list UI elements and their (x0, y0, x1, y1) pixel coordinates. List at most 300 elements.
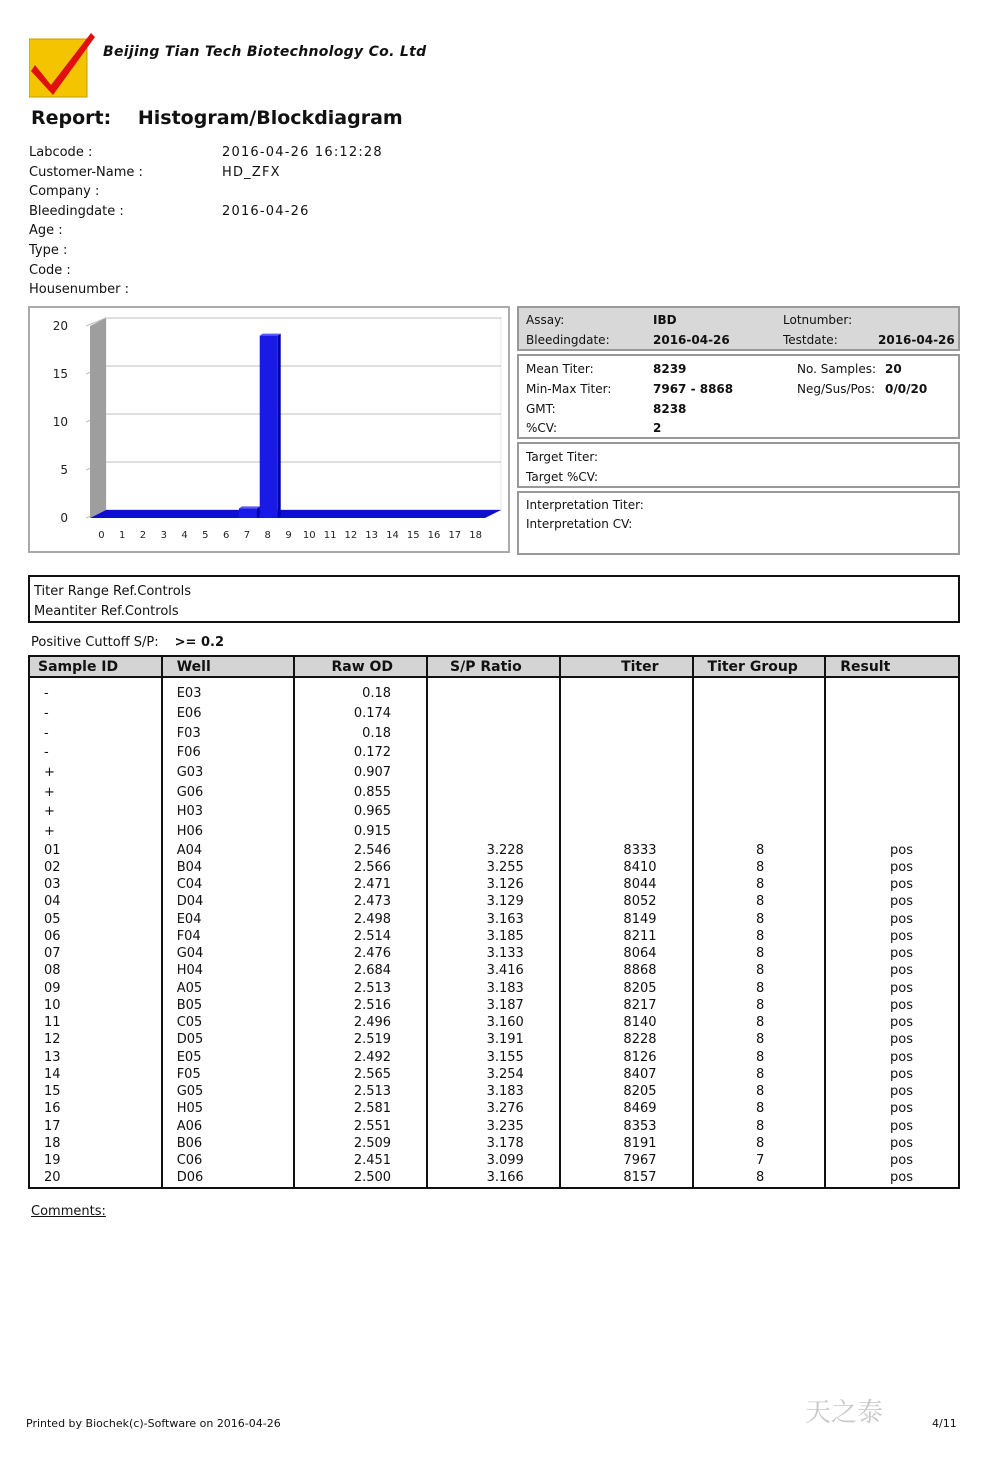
lotnumber-label: Lotnumber: (783, 313, 853, 327)
table-cell: 0.965 (294, 802, 427, 822)
table-cell (560, 704, 693, 724)
page-number: 4/11 (932, 1417, 957, 1430)
y-tick-label: 20 (52, 319, 68, 333)
table-cell: 3.160 (427, 1014, 560, 1031)
info-label: Labcode : (29, 145, 93, 160)
watermark: 天之泰 (805, 1398, 884, 1428)
table-cell: F06 (162, 743, 295, 763)
table-cell: 8217 (560, 997, 693, 1014)
info-value: 2016-04-26 (222, 203, 310, 219)
nsp-label: Neg/Sus/Pos: (797, 382, 875, 396)
table-cell: - (29, 723, 162, 743)
interp-titer-label: Interpretation Titer: (526, 498, 644, 512)
info-value: HD_ZFX (222, 164, 281, 180)
table-cell: 8149 (560, 911, 693, 928)
cv-value: 2 (653, 421, 662, 435)
table-cell: 0.18 (294, 723, 427, 743)
table-cell: pos (825, 1066, 959, 1083)
table-cell: G03 (162, 763, 295, 783)
table-cell: 8 (693, 997, 826, 1014)
table-cell: 2.514 (294, 928, 427, 945)
table-cell (560, 723, 693, 743)
x-tick-label: 3 (160, 530, 167, 541)
table-cell: 8052 (560, 893, 693, 910)
header-result: Result (825, 656, 959, 677)
table-cell: C06 (162, 1152, 295, 1169)
header-well: Well (162, 656, 295, 677)
table-row (29, 962, 959, 979)
info-row-labcode (29, 143, 383, 163)
x-tick-label: 1 (118, 530, 126, 541)
bleedingdate-value: 2016-04-26 (653, 333, 730, 347)
table-row (29, 893, 959, 910)
chart-floor (90, 510, 501, 518)
table-cell: 17 (29, 1118, 162, 1135)
table-cell: 3.126 (427, 876, 560, 893)
company-logo (29, 31, 97, 99)
table-cell (693, 763, 826, 783)
table-cell: E03 (162, 684, 295, 704)
table-cell: 08 (29, 962, 162, 979)
table-row (29, 782, 959, 802)
table-cell: pos (825, 859, 959, 876)
table-cell: C04 (162, 876, 295, 893)
table-cell: 8191 (560, 1135, 693, 1152)
table-cell: 2.546 (294, 842, 427, 859)
report-label: Report: (31, 107, 112, 129)
report-title: Histogram/Blockdiagram (137, 107, 403, 129)
table-header (29, 656, 959, 677)
comments-label: Comments: (31, 1204, 106, 1219)
table-cell: 8407 (560, 1066, 693, 1083)
table-cell (427, 704, 560, 724)
x-tick-label: 5 (202, 530, 209, 541)
table-cell: pos (825, 893, 959, 910)
table-cell: 2.513 (294, 1083, 427, 1100)
bar-8 (260, 336, 278, 518)
table-cell: 0.174 (294, 704, 427, 724)
table-cell: pos (825, 997, 959, 1014)
table-cell (560, 677, 693, 684)
table-row (29, 1014, 959, 1031)
info-value: 2016-04-26 16:12:28 (222, 145, 383, 160)
table-cell: pos (825, 876, 959, 893)
table-cell (693, 822, 826, 842)
info-row-age (29, 221, 383, 241)
table-cell: 3.235 (427, 1118, 560, 1135)
table-cell (825, 743, 959, 763)
table-cell: 2.498 (294, 911, 427, 928)
table-cell: - (29, 684, 162, 704)
assay-value: IBD (653, 313, 677, 327)
table-cell (825, 763, 959, 783)
x-tick-label: 14 (386, 530, 399, 541)
table-cell: 2.473 (294, 893, 427, 910)
table-cell: E06 (162, 704, 295, 724)
titer-range-ref: Titer Range Ref.Controls (34, 584, 192, 599)
table-cell: 07 (29, 945, 162, 962)
table-cell: - (29, 743, 162, 763)
table-cell: 8 (693, 962, 826, 979)
table-cell: 13 (29, 1049, 162, 1066)
table-cell: 8 (693, 1083, 826, 1100)
info-block (29, 143, 383, 300)
table-row (29, 1066, 959, 1083)
table-row (29, 997, 959, 1014)
info-row-customer (29, 163, 383, 183)
table-cell: G06 (162, 782, 295, 802)
header-sample-id: Sample ID (29, 656, 162, 677)
table-row (29, 1031, 959, 1048)
x-tick-label: 8 (264, 530, 271, 541)
table-cell: 8 (693, 1135, 826, 1152)
table-cell: 8 (693, 876, 826, 893)
table-cell: 8 (693, 945, 826, 962)
table-cell: + (29, 802, 162, 822)
table-cell: 3.228 (427, 842, 560, 859)
table-cell: 3.183 (427, 980, 560, 997)
histogram-svg (30, 308, 508, 551)
table-cell (427, 763, 560, 783)
table-row (29, 723, 959, 743)
table-cell (560, 763, 693, 783)
x-tick-label: 2 (139, 530, 147, 541)
gmt-value: 8238 (653, 402, 687, 416)
table-cell: 8157 (560, 1169, 693, 1187)
nsp-value: 0/0/20 (885, 382, 928, 396)
info-row-housenumber (29, 280, 383, 300)
table-cell: 2.566 (294, 859, 427, 876)
table-row (29, 928, 959, 945)
table-cell: pos (825, 945, 959, 962)
x-tick-label: 7 (243, 530, 251, 541)
table-cell: - (29, 704, 162, 724)
y-tick-label: 5 (60, 463, 68, 477)
table-cell (693, 782, 826, 802)
target-cv-label: Target %CV: (526, 470, 598, 484)
info-row-bleedingdate (29, 202, 383, 222)
info-label: Bleedingdate : (29, 203, 124, 219)
table-cell: B06 (162, 1135, 295, 1152)
table-cell: A04 (162, 842, 295, 859)
table-cell: 3.254 (427, 1066, 560, 1083)
bar-7 (239, 508, 257, 518)
table-cell (825, 684, 959, 704)
x-tick-label: 0 (98, 530, 105, 541)
table-cell (560, 684, 693, 704)
info-row-company (29, 182, 383, 202)
assay-panel (517, 306, 960, 351)
table-cell: 8140 (560, 1014, 693, 1031)
table-cell: 8333 (560, 842, 693, 859)
histogram-chart (28, 306, 510, 553)
table-cell: 8 (693, 1118, 826, 1135)
table-cell: D04 (162, 893, 295, 910)
table-cell: 8 (693, 1014, 826, 1031)
table-cell: 2.476 (294, 945, 427, 962)
table-row (29, 876, 959, 893)
x-tick-label: 6 (222, 530, 230, 541)
table-row (29, 743, 959, 763)
table-cell: 0.907 (294, 763, 427, 783)
bar-side (278, 334, 281, 518)
info-label: Type : (29, 242, 68, 258)
header-titer-group: Titer Group (693, 656, 826, 677)
table-cell: + (29, 782, 162, 802)
info-label: Housenumber : (29, 282, 129, 298)
table-cell: F03 (162, 723, 295, 743)
interp-cv-label: Interpretation CV: (526, 517, 633, 531)
info-row-type (29, 241, 383, 261)
table-cell: E04 (162, 911, 295, 928)
minmax-value: 7967 - 8868 (653, 382, 734, 396)
table-cell: 09 (29, 980, 162, 997)
table-cell: 8 (693, 1049, 826, 1066)
table-row (29, 1135, 959, 1152)
table-cell: 3.155 (427, 1049, 560, 1066)
table-cell: + (29, 763, 162, 783)
mean-titer-label: Mean Titer: (526, 362, 594, 376)
table-cell: pos (825, 962, 959, 979)
assay-label: Assay: (526, 313, 565, 327)
table-cell: pos (825, 1014, 959, 1031)
table-cell: 02 (29, 859, 162, 876)
table-cell: 3.133 (427, 945, 560, 962)
testdate-value: 2016-04-26 (878, 333, 955, 347)
table-cell (294, 677, 427, 684)
table-cell (560, 743, 693, 763)
info-row-code (29, 261, 383, 281)
table-row (29, 859, 959, 876)
x-tick-label: 18 (469, 530, 482, 541)
table-cell: 8 (693, 1031, 826, 1048)
table-cell: 19 (29, 1152, 162, 1169)
table-cell: 20 (29, 1169, 162, 1187)
table-row (29, 980, 959, 997)
y-tick-label: 10 (52, 415, 68, 429)
table-cell (825, 723, 959, 743)
table-cell (427, 802, 560, 822)
table-cell: C05 (162, 1014, 295, 1031)
table-cell (825, 822, 959, 842)
table-cell: 8353 (560, 1118, 693, 1135)
minmax-label: Min-Max Titer: (526, 382, 612, 396)
cv-label: %CV: (526, 421, 558, 435)
table-cell: 8410 (560, 859, 693, 876)
table-cell: 11 (29, 1014, 162, 1031)
table-cell: 8 (693, 1066, 826, 1083)
table-cell: 10 (29, 997, 162, 1014)
table-cell: 3.163 (427, 911, 560, 928)
table-row (29, 945, 959, 962)
table-row (29, 1169, 959, 1187)
table-cell (693, 677, 826, 684)
x-tick-label: 9 (285, 530, 292, 541)
table-cell: B04 (162, 859, 295, 876)
table-cell: pos (825, 1152, 959, 1169)
table-cell (162, 677, 295, 684)
table-cell: pos (825, 1083, 959, 1100)
table-cell: 2.509 (294, 1135, 427, 1152)
table-cell: 3.178 (427, 1135, 560, 1152)
table-cell: 01 (29, 842, 162, 859)
table-cell: 7967 (560, 1152, 693, 1169)
table-row (29, 1100, 959, 1117)
table-row (29, 763, 959, 783)
header-raw-od: Raw OD (294, 656, 427, 677)
table-cell: B05 (162, 997, 295, 1014)
x-tick-label: 15 (406, 530, 420, 541)
table-cell: 3.276 (427, 1100, 560, 1117)
table-cell: 3.187 (427, 997, 560, 1014)
table-cell (693, 704, 826, 724)
table-cell: 7 (693, 1152, 826, 1169)
table-cell: 8 (693, 1169, 826, 1187)
table-row (29, 822, 959, 842)
table-cell: 15 (29, 1083, 162, 1100)
table-cell (825, 802, 959, 822)
table-row (29, 1083, 959, 1100)
table-cell (427, 684, 560, 704)
table-cell: 2.500 (294, 1169, 427, 1187)
cutoff-value: >= 0.2 (174, 635, 224, 650)
table-cell: 2.551 (294, 1118, 427, 1135)
table-cell (825, 677, 959, 684)
table-cell: pos (825, 1118, 959, 1135)
table-cell: 8 (693, 842, 826, 859)
table-cell: 2.492 (294, 1049, 427, 1066)
table-cell: 8 (693, 980, 826, 997)
target-panel (517, 442, 960, 488)
results-table (28, 655, 960, 1189)
table-cell: 2.565 (294, 1066, 427, 1083)
table-cell: 8 (693, 893, 826, 910)
table-cell: 2.451 (294, 1152, 427, 1169)
info-label: Code : (29, 262, 71, 278)
table-row (29, 802, 959, 822)
table-cell: H03 (162, 802, 295, 822)
interpretation-panel (517, 491, 960, 555)
x-tick-label: 11 (323, 530, 337, 541)
table-cell (427, 822, 560, 842)
table-cell (427, 782, 560, 802)
table-cell: pos (825, 928, 959, 945)
bleedingdate-label: Bleedingdate: (526, 333, 610, 347)
table-cell (825, 782, 959, 802)
table-cell (693, 743, 826, 763)
table-cell: F05 (162, 1066, 295, 1083)
table-cell: 0.18 (294, 684, 427, 704)
header-titer: Titer (560, 656, 693, 677)
table-cell: pos (825, 1049, 959, 1066)
table-cell: 04 (29, 893, 162, 910)
table-cell: H06 (162, 822, 295, 842)
testdate-label: Testdate: (783, 333, 838, 347)
table-cell: pos (825, 1135, 959, 1152)
table-cell: 8228 (560, 1031, 693, 1048)
table-cell: pos (825, 1100, 959, 1117)
table-cell: 18 (29, 1135, 162, 1152)
table-cell (825, 704, 959, 724)
samples-label: No. Samples: (797, 362, 877, 376)
table-cell: 8 (693, 859, 826, 876)
table-cell (693, 684, 826, 704)
info-label: Age : (29, 223, 63, 239)
table-cell: 14 (29, 1066, 162, 1083)
table-cell: 3.185 (427, 928, 560, 945)
table-cell: 8205 (560, 1083, 693, 1100)
x-tick-label: 12 (344, 530, 358, 541)
table-cell: 06 (29, 928, 162, 945)
table-cell: H04 (162, 962, 295, 979)
table-cell (693, 723, 826, 743)
info-label: Company : (29, 184, 100, 200)
gmt-label: GMT: (526, 402, 556, 416)
table-cell: pos (825, 1031, 959, 1048)
table-cell: 8064 (560, 945, 693, 962)
table-cell: F04 (162, 928, 295, 945)
table-cell: 3.129 (427, 893, 560, 910)
y-tick-label: 0 (60, 511, 68, 525)
printed-footer: Printed by Biochek(c)-Software on 2016-04-26 (26, 1417, 281, 1430)
table-row (29, 842, 959, 859)
table-cell: 2.513 (294, 980, 427, 997)
table-cell: 8 (693, 928, 826, 945)
table-cell: 8 (693, 1100, 826, 1117)
company-name: Beijing Tian Tech Biotechnology Co. Ltd (103, 44, 427, 60)
table-cell: + (29, 822, 162, 842)
table-row (29, 1118, 959, 1135)
table-cell (560, 822, 693, 842)
header-sp-ratio: S/P Ratio (427, 656, 560, 677)
table-cell: G05 (162, 1083, 295, 1100)
meantiter-ref: Meantiter Ref.Controls (34, 603, 179, 619)
table-cell: A05 (162, 980, 295, 997)
stats-panel (517, 354, 960, 439)
ref-controls-box (28, 575, 960, 623)
chart-left-wall (90, 318, 106, 518)
info-label: Customer-Name : (29, 164, 143, 180)
table-cell (560, 782, 693, 802)
cutoff-label: Positive Cuttoff S/P: (31, 635, 159, 650)
table-cell: 0.855 (294, 782, 427, 802)
table-cell: 12 (29, 1031, 162, 1048)
table-cell (693, 802, 826, 822)
x-tick-label: 13 (365, 530, 379, 541)
x-tick-label: 4 (181, 530, 188, 541)
table-cell: G04 (162, 945, 295, 962)
table-cell: 2.684 (294, 962, 427, 979)
table-cell: pos (825, 1169, 959, 1187)
table-cell: 2.471 (294, 876, 427, 893)
bar-top (260, 334, 281, 336)
table-cell: 2.516 (294, 997, 427, 1014)
table-cell: E05 (162, 1049, 295, 1066)
y-tick-label: 15 (52, 367, 68, 381)
table-cell: 3.191 (427, 1031, 560, 1048)
table-cell: 8 (693, 911, 826, 928)
table-cell: 8205 (560, 980, 693, 997)
table-cell: H05 (162, 1100, 295, 1117)
page-title (31, 107, 403, 129)
table-row (29, 1152, 959, 1169)
table-cell: 0.172 (294, 743, 427, 763)
table-cell: 3.255 (427, 859, 560, 876)
table-cell: 8868 (560, 962, 693, 979)
table-cell: 03 (29, 876, 162, 893)
mean-titer-value: 8239 (653, 362, 687, 376)
table-cell (560, 802, 693, 822)
